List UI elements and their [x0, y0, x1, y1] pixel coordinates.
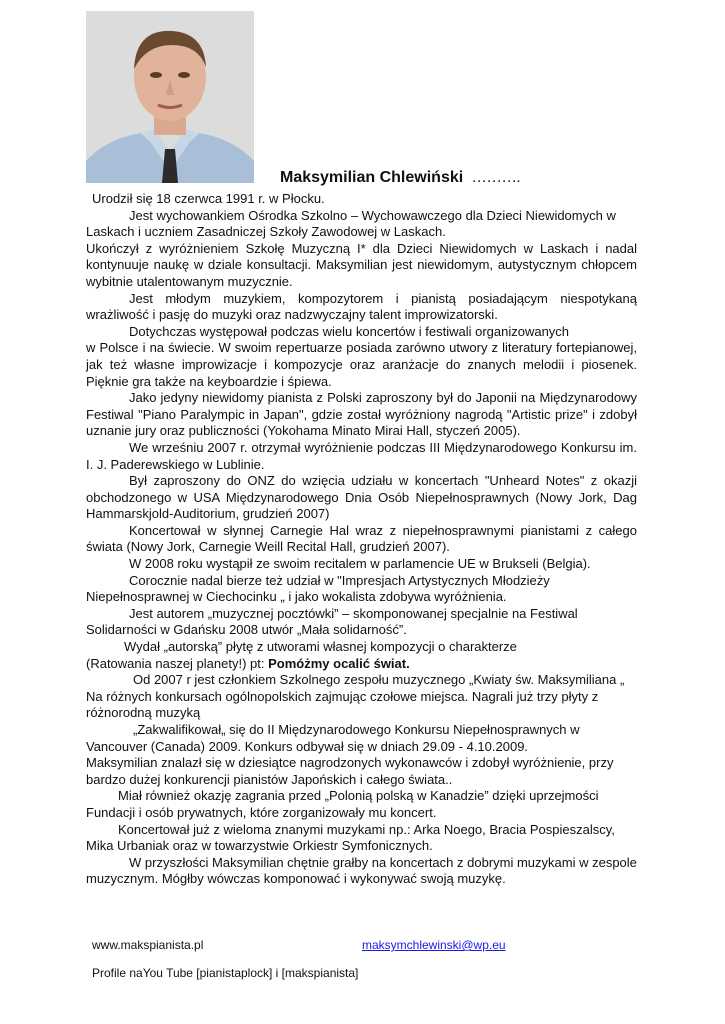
paragraph: w Polsce i na świecie. W swoim repertuarze posiada zarówno utwory z literatury fortepianowej, jak też własne improwizacje i kompozycje oraz aranżacje do znanych melodii i piosenek. Pięknie gra także na keyboardzie i śpiewa.	[86, 340, 637, 389]
paragraph: Jest młodym muzykiem, kompozytorem i pianistą posiadającym niespotykaną wrażliwość i pasję do muzyki oraz nadzwyczajny talent improwizatorski.	[86, 290, 637, 323]
paragraph: Jest autorem „muzycznej pocztówki” – skomponowanej specjalnie na Festiwal Solidarności w Gdańsku 2008 utwór „Mała solidarność”.	[86, 605, 578, 638]
paragraph: Jest wychowankiem Ośrodka Szkolno – Wychowawczego dla Dzieci Niewidomych w Laskach i uczniem Zasadniczej Szkoły Zawodowej w Laskach.	[86, 207, 616, 240]
paragraph: Niepełnosprawnej w Ciechocinku „ i jako wokalista zdobywa wyróżnienia.	[86, 589, 507, 605]
youtube-profile-text: Profile naYou Tube [pianistaplock] i [makspianista]	[92, 966, 359, 980]
paragraph: Miał również okazję zagrania przed „Polonią polską w Kanadzie” dzięki uprzejmości Fundacji i osób prywatnych, które zorganizowały mu koncert.	[86, 788, 599, 820]
paragraph: Od 2007 r jest członkiem Szkolnego zespołu muzycznego „Kwiaty św. Maksymiliana „ Na różnych konkursach ogólnopolskich zajmując czołowe miejsca. Nagrali już trzy płyty z różnorodną muzyką	[86, 672, 625, 721]
paragraph: W 2008 roku wystąpił ze swoim recitalem w parlamencie UE w Brukseli (Belgia).	[129, 556, 591, 572]
paragraph: Jako jedyny niewidomy pianista z Polski zaproszony był do Japonii na Międzynarodowy Festiwal "Piano Paralympic in Japan", gdzie został wyróżniony nagrodą "Artistic prize" i zdobył uznanie jury oraz publiczności (Yokohama Minato Mirai Hall, styczeń 2005).	[86, 390, 637, 439]
biography-text	[86, 191, 637, 888]
paragraph	[86, 656, 637, 673]
paragraph: Wydał „autorską” płytę z utworami własnej kompozycji o charakterze	[124, 639, 517, 655]
paragraph: Koncertował już z wieloma znanymi muzykami np.: Arka Noego, Bracia Pospieszalscy, Mika Urbaniak oraz w towarzystwie Orkiestr Symfonicznych.	[86, 821, 615, 854]
person-name: Maksymilian Chlewiński	[280, 169, 464, 186]
page-title	[280, 169, 520, 187]
paragraph: „Zakwalifikował„ się do II Międzynarodowego Konkursu Niepełnosprawnych w Vancouver (Canada) 2009. Konkurs odbywał się w dniach 29.09 - 4.10.2009.	[86, 722, 580, 754]
paragraph: Ukończył z wyróżnieniem Szkołę Muzyczną I* dla Dzieci Niewidomych w Laskach i nadal kontynuuje naukę w dziale konsultacji. Maksymilian jest niewidomym, autystycznym chłopcem wybitnie utalentowanym muzycznie.	[86, 240, 637, 289]
paragraph-text: (Ratowania naszej planety!) pt:	[86, 655, 269, 671]
portrait-illustration	[86, 11, 254, 183]
paragraph: Był zaproszony do ONZ do wzięcia udziału w koncertach "Unheard Notes" z okazji obchodzonego w USA Międzynarodowego Dnia Osób Niepełnosprawnych (Nowy Jork, Dag Hammarskjold-Auditorium, grudzień 2007)	[86, 473, 637, 522]
email-link[interactable]: maksymchlewinski@wp.eu	[362, 938, 506, 952]
paragraph: W przyszłości Maksymilian chętnie grałby na koncertach z dobrymi muzykami w zespole muzycznym. Mógłby wówczas komponować i wykonywać swoją muzykę.	[86, 854, 637, 887]
paragraph: Koncertował w słynnej Carnegie Hal wraz z niepełnosprawnymi pianistami z całego świata (Nowy Jork, Carnegie Weill Recital Hall, grudzień 2007).	[86, 522, 637, 555]
paragraph: Dotychczas występował podczas wielu koncertów i festiwali organizowanych	[129, 323, 570, 339]
website-link[interactable]: www.makspianista.pl	[92, 938, 204, 952]
paragraph: Corocznie nadal bierze też udział w "Impresjach Artystycznych Młodzieży	[129, 572, 550, 588]
album-title: Pomóżmy ocalić świat.	[268, 655, 410, 671]
paragraph: We wrześniu 2007 r. otrzymał wyróżnienie podczas III Międzynarodowego Konkursu im. I. J. Paderewskiego w Lublinie.	[86, 439, 637, 472]
paragraph: Maksymilian znalazł się w dziesiątce nagrodzonych wykonawców i zdobył wyróżnienie, przy bardzo dużej konkurencji pianistów Japońskich i całego świata..	[86, 755, 614, 787]
title-dots: ……….	[471, 170, 521, 186]
portrait-photo	[86, 11, 254, 183]
paragraph: Urodził się 18 czerwca 1991 r. w Płocku.	[92, 191, 325, 206]
